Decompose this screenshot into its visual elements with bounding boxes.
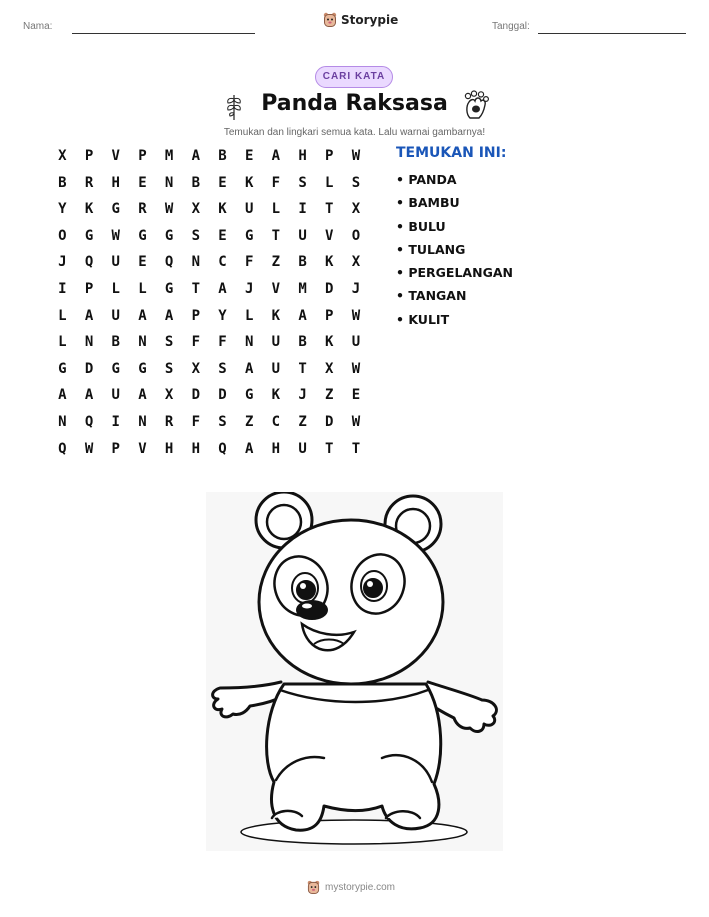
grid-letter[interactable]: W — [111, 227, 120, 244]
storypie-logo-icon — [323, 12, 337, 28]
grid-letter[interactable]: T — [325, 201, 334, 218]
footer — [307, 880, 395, 895]
grid-letter[interactable]: X — [325, 360, 334, 377]
grid-letter[interactable]: A — [164, 307, 174, 324]
grid-letter[interactable]: Y — [58, 201, 67, 218]
date-label: Tanggal: — [492, 21, 530, 32]
grid-letter[interactable]: D — [325, 413, 334, 430]
grid-letter[interactable]: U — [271, 334, 281, 351]
grid-letter[interactable]: H — [191, 440, 200, 457]
grid-letter[interactable]: C — [271, 413, 281, 430]
grid-letter[interactable]: O — [58, 227, 67, 244]
grid-letter[interactable]: L — [325, 174, 334, 191]
grid-letter[interactable]: L — [271, 201, 281, 218]
grid-letter[interactable]: G — [84, 227, 94, 244]
grid-letter[interactable]: B — [191, 174, 200, 191]
grid-letter[interactable]: V — [271, 280, 281, 297]
grid-letter[interactable]: I — [58, 280, 67, 297]
grid-letter[interactable]: G — [58, 360, 67, 377]
grid-letter[interactable]: F — [218, 334, 227, 351]
grid-letter[interactable]: A — [84, 387, 94, 404]
grid-letter[interactable]: S — [164, 360, 174, 377]
grid-letter[interactable]: X — [351, 254, 361, 271]
grid-letter[interactable]: P — [84, 148, 94, 164]
grid-letter[interactable]: Q — [58, 440, 67, 457]
grid-letter[interactable]: D — [325, 280, 334, 297]
grid-letter[interactable]: U — [111, 387, 120, 404]
name-label: Nama: — [23, 21, 53, 32]
grid-letter[interactable]: E — [351, 387, 361, 404]
page-title: Panda Raksasa — [261, 91, 448, 116]
grid-letter[interactable]: Q — [164, 254, 174, 271]
word-list-item: • BAMBU — [396, 195, 460, 211]
grid-letter[interactable]: S — [191, 227, 200, 244]
grid-letter[interactable]: A — [58, 387, 67, 404]
grid-letter[interactable]: E — [138, 254, 147, 271]
word-list-item: • BULU — [396, 218, 446, 234]
grid-letter[interactable]: K — [244, 174, 254, 191]
grid-letter[interactable]: U — [111, 254, 120, 271]
grid-letter[interactable]: E — [218, 227, 227, 244]
grid-letter[interactable]: G — [244, 227, 254, 244]
grid-letter[interactable]: K — [84, 201, 94, 218]
grid-letter[interactable]: N — [164, 174, 174, 191]
grid-letter[interactable]: D — [84, 360, 94, 377]
grid-letter[interactable]: L — [111, 280, 120, 297]
grid-letter[interactable]: J — [58, 254, 67, 271]
grid-letter[interactable]: C — [218, 254, 227, 271]
grid-row — [49, 385, 369, 412]
word-list-item: • KULIT — [396, 311, 450, 327]
grid-letter[interactable]: T — [191, 280, 200, 297]
grid-letter[interactable]: A — [244, 360, 254, 377]
grid-letter[interactable]: T — [271, 227, 281, 244]
grid-letter[interactable]: E — [218, 174, 227, 191]
grid-row — [49, 146, 369, 173]
grid-letter[interactable]: P — [325, 148, 334, 164]
bear-paw-icon — [462, 90, 490, 120]
grid-letter[interactable]: W — [164, 201, 174, 218]
grid-letter[interactable]: R — [138, 201, 147, 218]
grid-letter[interactable]: G — [111, 201, 120, 218]
grid-letter[interactable]: M — [298, 280, 307, 297]
grid-letter[interactable]: W — [351, 148, 361, 164]
grid-letter[interactable]: W — [351, 307, 361, 324]
grid-row — [49, 306, 369, 333]
grid-row — [49, 332, 369, 359]
grid-letter[interactable]: O — [351, 227, 361, 244]
grid-letter[interactable]: U — [244, 201, 254, 218]
brand-name: Storypie — [341, 13, 399, 27]
grid-letter[interactable]: N — [58, 413, 67, 430]
grid-letter[interactable]: R — [84, 174, 94, 191]
panda-coloring-picture[interactable] — [206, 492, 503, 851]
grid-letter[interactable]: U — [298, 227, 307, 244]
grid-letter[interactable]: P — [138, 148, 147, 164]
grid-letter[interactable]: A — [191, 148, 200, 164]
grid-letter[interactable]: V — [111, 148, 120, 164]
grid-letter[interactable]: G — [138, 227, 147, 244]
grid-row — [49, 359, 369, 386]
grid-letter[interactable]: P — [325, 307, 334, 324]
grid-letter[interactable]: G — [138, 360, 147, 377]
grid-letter[interactable]: A — [84, 307, 94, 324]
grid-letter[interactable]: Q — [84, 413, 94, 430]
grid-letter[interactable]: E — [244, 148, 254, 164]
grid-letter[interactable]: L — [58, 334, 67, 351]
grid-letter[interactable]: H — [164, 440, 174, 457]
grid-letter[interactable]: G — [111, 360, 120, 377]
grid-letter[interactable]: K — [271, 387, 281, 404]
grid-letter[interactable]: U — [298, 440, 307, 457]
footer-url[interactable]: mystorypie.com — [325, 882, 396, 893]
grid-letter[interactable]: G — [244, 387, 254, 404]
grid-letter[interactable]: A — [138, 307, 147, 324]
grid-letter[interactable]: T — [351, 440, 361, 457]
grid-letter[interactable]: B — [58, 174, 67, 191]
grid-letter[interactable]: A — [244, 440, 254, 457]
grid-letter[interactable]: M — [164, 148, 174, 164]
grid-letter[interactable]: N — [84, 334, 94, 351]
grid-row — [49, 226, 369, 253]
grid-letter[interactable]: A — [218, 280, 227, 297]
grid-letter[interactable]: Q — [84, 254, 94, 271]
grid-letter[interactable]: E — [138, 174, 147, 191]
grid-letter[interactable]: P — [84, 280, 94, 297]
grid-letter[interactable]: T — [298, 360, 307, 377]
grid-row — [49, 279, 369, 306]
grid-letter[interactable]: B — [111, 334, 120, 351]
grid-letter[interactable]: I — [111, 413, 120, 430]
grid-letter[interactable]: X — [191, 201, 200, 218]
grid-letter[interactable]: F — [271, 174, 281, 191]
grid-letter[interactable]: N — [244, 334, 254, 351]
grid-letter[interactable]: X — [164, 387, 174, 404]
grid-row — [49, 412, 369, 439]
grid-letter[interactable]: A — [271, 148, 281, 164]
grid-letter[interactable]: T — [325, 440, 334, 457]
name-field-line[interactable] — [72, 33, 255, 34]
grid-letter[interactable]: N — [138, 334, 147, 351]
grid-letter[interactable]: D — [218, 387, 227, 404]
grid-letter[interactable]: S — [164, 334, 174, 351]
grid-letter[interactable]: V — [325, 227, 334, 244]
grid-letter[interactable]: K — [218, 201, 227, 218]
grid-letter[interactable]: L — [138, 280, 147, 297]
grid-letter[interactable]: Z — [325, 387, 334, 404]
grid-letter[interactable]: B — [218, 148, 227, 164]
grid-letter[interactable]: Z — [244, 413, 254, 430]
grid-letter[interactable]: S — [298, 174, 307, 191]
grid-letter[interactable]: V — [138, 440, 147, 457]
grid-letter[interactable]: X — [351, 201, 361, 218]
grid-row — [49, 252, 369, 279]
grid-letter[interactable]: H — [298, 148, 307, 164]
grid-row — [49, 199, 369, 226]
grid-letter[interactable]: H — [271, 440, 281, 457]
panda-drawing — [206, 492, 503, 851]
grid-letter[interactable]: N — [138, 413, 147, 430]
grid-letter[interactable]: S — [351, 174, 361, 191]
word-list-title: TEMUKAN INI: — [396, 145, 507, 161]
instructions: Temukan dan lingkari semua kata. Lalu warnai gambarnya! — [223, 127, 486, 138]
grid-letter[interactable]: K — [325, 334, 334, 351]
grid-letter[interactable]: J — [298, 387, 307, 404]
grid-letter[interactable]: S — [218, 360, 227, 377]
grid-letter[interactable]: B — [298, 334, 307, 351]
grid-letter[interactable]: W — [351, 360, 361, 377]
grid-letter[interactable]: H — [111, 174, 120, 191]
grid-letter[interactable]: Y — [218, 307, 227, 324]
grid-letter[interactable]: A — [138, 387, 147, 404]
grid-letter[interactable]: K — [271, 307, 281, 324]
grid-letter[interactable]: Z — [298, 413, 307, 430]
grid-letter[interactable]: R — [164, 413, 174, 430]
grid-letter[interactable]: F — [244, 254, 254, 271]
grid-letter[interactable]: W — [84, 440, 94, 457]
grid-letter[interactable]: J — [351, 280, 361, 297]
grid-letter[interactable]: B — [298, 254, 307, 271]
grid-row — [49, 173, 369, 200]
grid-letter[interactable]: J — [244, 280, 254, 297]
grid-letter[interactable]: N — [191, 254, 200, 271]
word-list-item: • PANDA — [396, 172, 457, 187]
grid-letter[interactable]: L — [244, 307, 254, 324]
date-field-line[interactable] — [538, 33, 686, 34]
grid-letter[interactable]: W — [351, 413, 361, 430]
grid-letter[interactable]: K — [325, 254, 334, 271]
grid-letter[interactable]: Q — [218, 440, 227, 457]
grid-letter[interactable]: F — [191, 334, 200, 351]
grid-letter[interactable]: Z — [271, 254, 281, 271]
grid-letter[interactable]: X — [191, 360, 200, 377]
grid-letter[interactable]: P — [191, 307, 200, 324]
grid-letter[interactable]: A — [298, 307, 307, 324]
grid-letter[interactable]: F — [191, 413, 200, 430]
word-list-item: • TANGAN — [396, 288, 467, 304]
grid-letter[interactable]: G — [164, 280, 174, 297]
grid-letter[interactable]: X — [58, 148, 67, 164]
grid-letter[interactable]: I — [298, 201, 307, 218]
grid-letter[interactable]: U — [351, 334, 361, 351]
grid-letter[interactable]: L — [58, 307, 67, 324]
grid-letter[interactable]: U — [111, 307, 120, 324]
activity-badge: CARI KATA — [315, 66, 393, 88]
grid-letter[interactable]: S — [218, 413, 227, 430]
storypie-logo-icon — [307, 880, 320, 895]
word-list-item: • PERGELANGAN — [396, 265, 513, 281]
grid-letter[interactable]: D — [191, 387, 200, 404]
grid-letter[interactable]: P — [111, 440, 120, 457]
grid-letter[interactable]: U — [271, 360, 281, 377]
grid-letter[interactable]: G — [164, 227, 174, 244]
brand — [323, 12, 398, 28]
word-list-item: • TULANG — [396, 241, 466, 257]
word-list — [396, 170, 513, 333]
word-search-grid[interactable] — [49, 146, 369, 465]
grid-row — [49, 439, 369, 466]
